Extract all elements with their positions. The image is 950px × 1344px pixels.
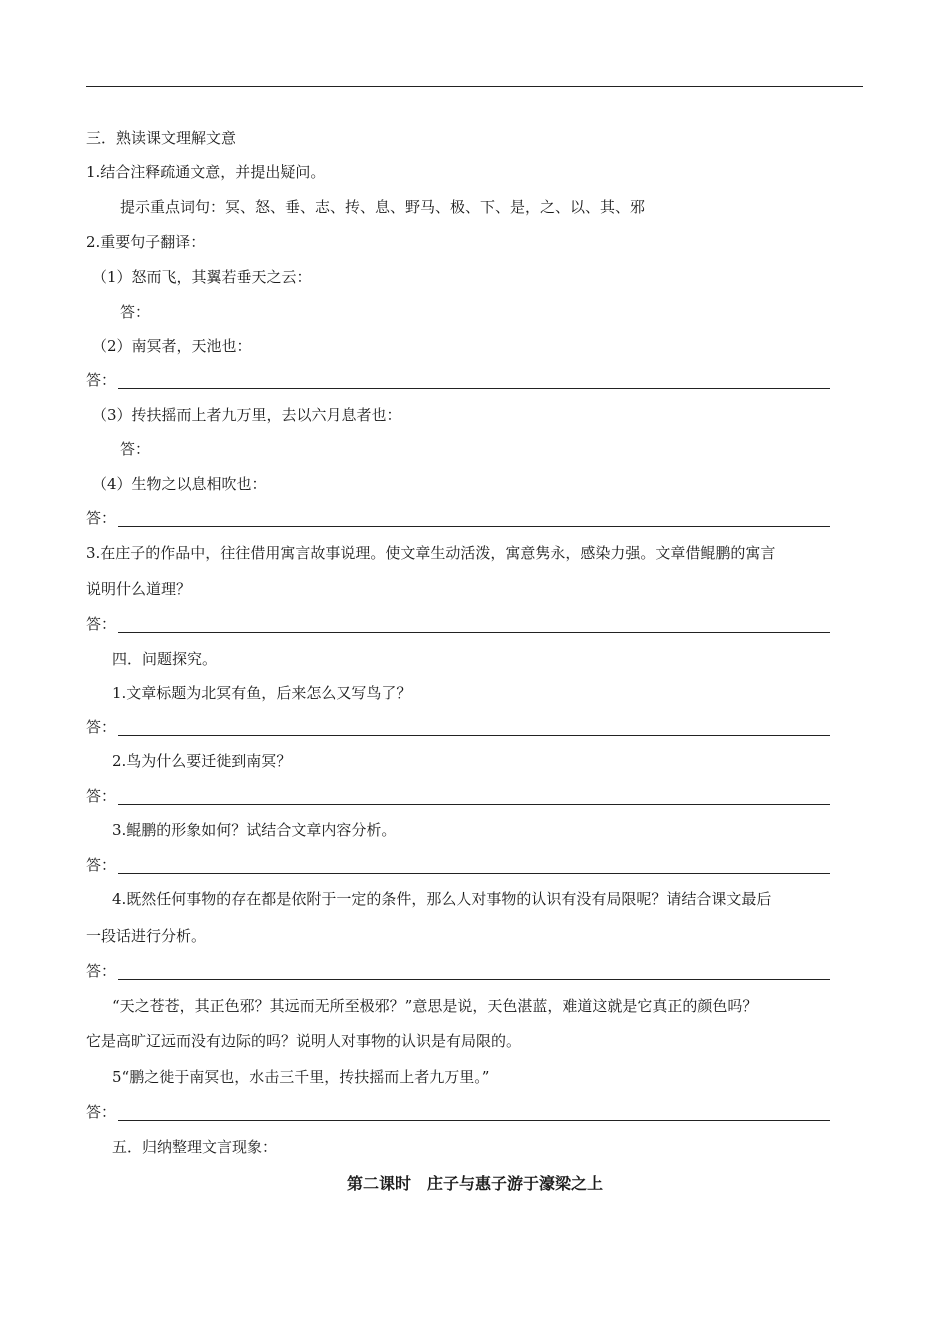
inquiry-question-3: 3.鲲鹏的形象如何？试结合文章内容分析。 xyxy=(112,821,397,839)
inquiry-question-4-line-1: 4.既然任何事物的存在都是依附于一定的条件，那么人对事物的认识有没有局限呢？请结合课文最后 xyxy=(112,890,772,908)
sentence-2: （2）南冥者，天池也： xyxy=(92,337,252,355)
sentence-3: （3）抟扶摇而上者九万里，去以六月息者也： xyxy=(92,406,402,424)
answer-line[interactable] xyxy=(86,786,830,806)
answer-label: 答： xyxy=(120,303,151,321)
header-rule xyxy=(86,86,863,87)
answer-blank[interactable] xyxy=(118,632,830,633)
lesson-title: 第二课时 庄子与惠子游于濠梁之上 xyxy=(346,1174,603,1193)
answer-line[interactable] xyxy=(86,1102,830,1122)
answer-label: 答： xyxy=(86,962,117,980)
inquiry-question-4-line-2: 一段话进行分析。 xyxy=(86,927,207,945)
answer-blank[interactable] xyxy=(118,735,830,736)
answer-label: 答： xyxy=(86,615,117,633)
answer-line[interactable] xyxy=(86,961,830,981)
answer-label: 答： xyxy=(86,509,117,527)
answer-label: 答： xyxy=(86,371,117,389)
question-3-line-1: 3.在庄子的作品中，往往借用寓言故事说理。使文章生动活泼，寓意隽永，感染力强。文章借鲲鹏的寓言 xyxy=(86,544,776,562)
answer-line[interactable] xyxy=(86,370,830,390)
explanation-line-1: “天之苍苍，其正色邪？其远而无所至极邪？”意思是说，天色湛蓝，难道这就是它真正的颜色吗？ xyxy=(112,997,758,1015)
inquiry-question-5: 5“鹏之徙于南冥也，水击三千里，抟扶摇而上者九万里。” xyxy=(112,1068,490,1086)
question-3-line-2: 说明什么道理？ xyxy=(86,580,192,598)
answer-label: 答： xyxy=(86,1103,117,1121)
answer-blank[interactable] xyxy=(118,873,830,874)
answer-label: 答： xyxy=(120,440,151,458)
answer-line[interactable] xyxy=(86,614,830,634)
inquiry-question-2: 2.鸟为什么要迁徙到南冥？ xyxy=(112,752,292,770)
sentence-1: （1）怒而飞，其翼若垂天之云： xyxy=(92,268,312,286)
question-1: 1.结合注释疏通文意，并提出疑问。 xyxy=(86,163,326,181)
answer-line[interactable] xyxy=(86,508,830,528)
answer-blank[interactable] xyxy=(118,388,830,389)
sentence-4: （4）生物之以息相吹也： xyxy=(92,475,267,493)
inquiry-question-1: 1.文章标题为北冥有鱼，后来怎么又写鸟了？ xyxy=(112,684,412,702)
answer-line[interactable] xyxy=(86,717,830,737)
section-4-heading: 四．问题探究。 xyxy=(112,650,218,668)
explanation-line-2: 它是高旷辽远而没有边际的吗？说明人对事物的认识是有局限的。 xyxy=(86,1032,522,1050)
section-5-heading: 五．归纳整理文言现象： xyxy=(112,1138,278,1156)
answer-blank[interactable] xyxy=(118,1120,830,1121)
answer-blank[interactable] xyxy=(118,526,830,527)
answer-blank[interactable] xyxy=(118,979,830,980)
answer-label: 答： xyxy=(86,718,117,736)
section-3-heading: 三．熟读课文理解文意 xyxy=(86,129,237,147)
answer-blank[interactable] xyxy=(118,804,830,805)
question-2: 2.重要句子翻译： xyxy=(86,233,206,251)
answer-line[interactable] xyxy=(86,855,830,875)
answer-label: 答： xyxy=(86,787,117,805)
key-words-hint: 提示重点词句：冥、怒、垂、志、抟、息、野马、极、下、是，之、以、其、邪 xyxy=(120,198,646,216)
answer-label: 答： xyxy=(86,856,117,874)
